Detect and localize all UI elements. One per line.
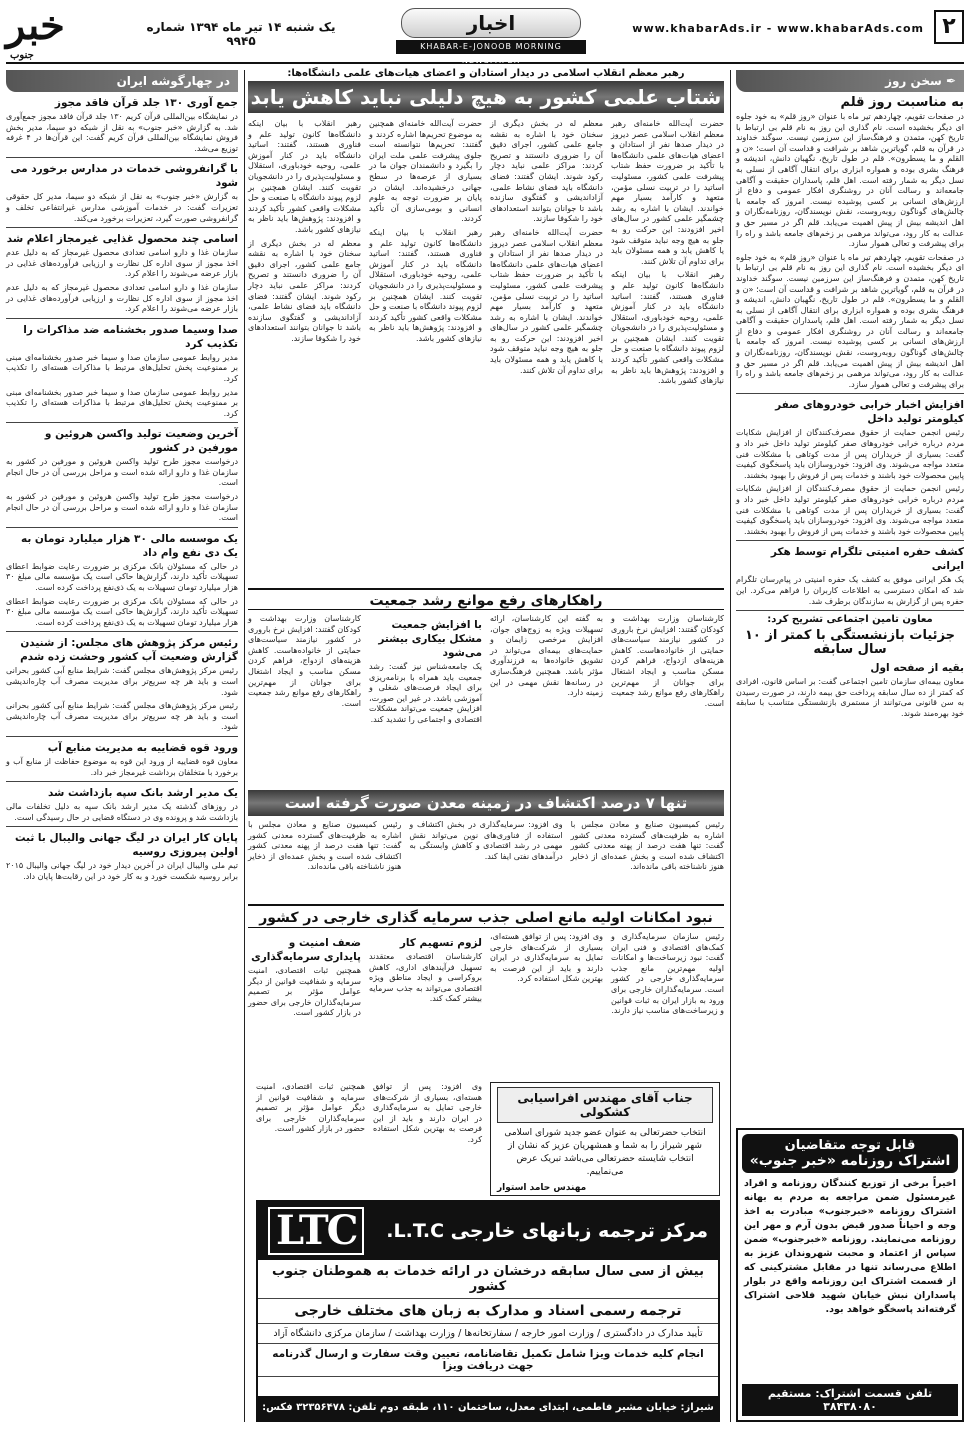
investment-paragraph: وی افزود: پس از توافق هسته‌ای، بسیاری از شرکت‌های خارجی تمایل به سرمایه‌گذاری در ایران دارند و باید از این فرصت به بهترین شکل استفاده کرد.	[373, 1082, 482, 1144]
news-body: در نمایشگاه بین‌المللی قرآن کریم ۱۳۰ جلد قرآن فاقد مجوز جمع‌آوری شد. به گزارش «خبر جنوب» به نقل از شبکه دو سیما، مدیر بخش فروش نمایشگاه بین‌المللی قرآن کریم گفت: این قرآن‌ها در ۴ غرفه توزیع می‌شد.	[6, 112, 238, 153]
left-item-5	[6, 532, 238, 629]
column-rule	[730, 70, 731, 1422]
main-paragraph: رهبر انقلاب با بیان اینکه دانشگاه‌ها کانون تولید علم و فناوری هستند، گفتند: اساتید دانشگاه باید در کنار آموزش علمی، روحیه خودباوری، استقلال و مسئولیت‌پذیری را در دانشجویان تقویت کنند. ایشان همچنین بر لزوم پیوند دانشگاه با صنعت و حل مشکلات واقعی کشور تأکید کردند و افزودند: پژوهش‌ها باید ناظر به نیازهای کشور باشد.	[369, 227, 482, 343]
divider	[6, 318, 238, 319]
population-columns	[248, 614, 724, 729]
population-paragraph: کارشناسان وزارت بهداشت و کودکان گفتند: افزایش نرخ باروری در کشور نیازمند سیاست‌های حمایتی از خانواده‌هاست. کاهش هزینه‌های ازدواج، فراهم کردن مسکن مناسب و ایجاد اشتغال برای جوانان از مهم‌ترین راهکارهای رفع موانع رشد جمعیت است.	[611, 614, 724, 708]
masthead	[6, 4, 964, 64]
news-body-cont: مدیر روابط عمومی سازمان صدا و سیما خبر صدور بخشنامه‌ای مبنی بر ممنوعیت پخش تحلیل‌های مرتبط با مذاکرات هسته‌ای را تکذیب کرد.	[6, 387, 238, 418]
right-column	[736, 70, 964, 1122]
left-item-8	[6, 786, 238, 823]
investment-col-2	[490, 932, 603, 1022]
investment-col-1	[611, 932, 724, 1022]
investment-paragraph: وی افزود: پس از توافق هسته‌ای، بسیاری از شرکت‌های خارجی تمایل به سرمایه‌گذاری در ایران دارند و باید از این فرصت به بهترین شکل استفاده کرد.	[490, 932, 603, 984]
news-body-cont: در حالی که مسئولان بانک مرکزی بر ضرورت رعایت ضوابط اعطای تسهیلات تأکید دارند، گزارش‌ها حاکی است یک مؤسسه مالی مبلغ ۳۰ هزار میلیارد تومان تسهیلات به یک ذی‌نفع پرداخت کرده است.	[6, 596, 238, 627]
article-title: جزئیات بازنشستگی با کمتر از ۱۰ سال سابقه	[744, 628, 956, 658]
sidebar-heading-iran-corners: در چهارگوشه ایران	[6, 70, 238, 92]
ltc-title: مرکز ترجمه زبانهای خارجی L.T.C.	[386, 1220, 708, 1242]
mining-paragraph: وی افزود: سرمایه‌گذاری در بخش اکتشاف و استفاده از فناوری‌های نوین می‌تواند نقش مهمی در رشد اقتصادی و کاهش وابستگی به درآمدهای نفتی ایفا کند.	[409, 820, 563, 861]
investment-headline: نبود امکانات اولیه مانع اصلی جذب سرمایه گذاری خارجی در کشور	[248, 904, 724, 928]
news-title: صدا وسیما صدور بخشنامه ضد مذاکرات را تکذیب کرد	[23, 323, 238, 350]
investment-cont-col-1	[373, 1082, 482, 1149]
population-col-1	[611, 614, 724, 729]
news-body: سازمان غذا و دارو اسامی تعدادی محصول غیرمجاز که به دلیل عدم اخذ مجوز از سوی اداره کل نظارت و ارزیابی فرآورده‌های غذایی در بازار عرضه می‌شوند را اعلام کرد.	[6, 248, 238, 279]
article-body-cont: در صفحات تقویم، چهاردهم تیر ماه با عنوان «روز قلم» به خود جلوه ای دیگر بخشیده است. نام گذاری این روز به نام قلم بی ارتباط با تاریخ کهن، متمدن و فرهنگ‌ساز این سرزمین نیست. سوگند خداوند در قرآن به قلم، گویاترین شاهد بر شرافت و قداست آن است؛ «ن و القلم و ما یسطرون». قلم در طول تاریخ، نگهبان دانش، اندیشه و فرهنگ بشری بوده و همواره ابزاری برای انتقال آگاهی از نسلی به نسل دیگر به شمار رفته است. اهل قلم، پاسداران حقیقت و آگاهی جامعه‌اند و رسالت آنان در روشنگری افکار عمومی و دفاع از ارزش‌های انسانی بر کسی پوشیده نیست. امروز که جامعه با چالش‌های گوناگون روبه‌روست، نقش نویسندگان، روزنامه‌نگاران و اهل اندیشه بیش از پیش اهمیت می‌یابد. قلم اگر در مسیر حق و عدالت به کار رود، می‌تواند مرهمی بر زخم‌های جامعه باشد و راه را برای پیشرفت و تعالی هموار سازد.	[736, 252, 964, 389]
population-col-4	[248, 614, 361, 729]
pen-icon: ✒	[941, 74, 956, 88]
news-body: رئیس مرکز پژوهش‌های مجلس گفت: شرایط منابع آبی کشور بحرانی است و باید هر چه سریع‌تر برای مدیریت مصرف آب چاره‌اندیشی شود.	[6, 666, 238, 697]
subscription-title-line2: اشتراک روزنامه «خبر جنوب»	[749, 1153, 951, 1169]
investment-subhead: لزوم تسهیم کار	[399, 937, 482, 949]
newspaper-subtitle: KHABAR-E-JONOOB MORNING NEWSPAPER	[396, 40, 586, 54]
ltc-visa-service: انجام کلیه خدمات ویزا شامل تکمیل تقاضانامه، تعیین وقت سفارت و ارسال گذرنامه جهت دریافت ویزا	[258, 1344, 718, 1377]
main-paragraph: معظم له در بخش دیگری از سخنان خود با اشاره به نقشه جامع علمی کشور، اجرای دقیق آن را ضروری دانستند و تصریح کردند: مراکز علمی نباید دچار رکود شوند. ایشان گفتند: فضای دانشگاه باید فضای نشاط علمی، آزاداندیشی و گفتگوی سازنده باشد تا جوانان بتوانند استعدادهای خود را شکوفا سازند.	[490, 119, 603, 224]
main-paragraph: حضرت آیت‌الله خامنه‌ای همچنین به موضوع تحریم‌ها اشاره کردند و گفتند: تحریم‌ها نتوانسته است جلوی پیشرفت علمی ملت ایران را بگیرد و دانشمندان جوان ما در بسیاری از عرصه‌ها در سطح جهانی درخشیده‌اند. ایشان در پایان بر ضرورت توجه به علوم انسانی و بومی‌سازی آن تأکید کردند.	[369, 119, 482, 224]
population-story	[248, 588, 724, 788]
continuation-label: بقیه از صفحه اول	[870, 662, 964, 675]
article-body: معاون بیمه‌ای سازمان تامین اجتماعی گفت: بر اساس قانون، افرادی که کمتر از ده سال سابقه پرداخت حق بیمه دارند، در صورت رسیدن به سن قانونی می‌توانند از مستمری بازنشستگی متناسب با سابقه خود بهره‌مند شوند.	[736, 677, 964, 718]
news-body: مدیر روابط عمومی سازمان صدا و سیما خبر صدور بخشنامه‌ای مبنی بر ممنوعیت پخش تحلیل‌های مرتبط با مذاکرات هسته‌ای را تکذیب کرد.	[6, 352, 238, 383]
news-title: یک مدیر ارشد بانک سپه بازداشت شد	[47, 787, 238, 800]
population-headline: راهکارهای رفع موانع رشد جمعیت	[248, 588, 724, 610]
logo-text: خبر	[6, 2, 65, 49]
news-body: درخواست مجوز طرح تولید واکسن هروئین و مورفین در کشور به سازمان غذا و دارو ارائه شده است و مراحل بررسی آن در حال انجام است.	[6, 457, 238, 488]
left-item-2	[6, 232, 238, 315]
article-body: رئیس انجمن حمایت از حقوق مصرف‌کنندگان از افزایش شکایات مردم درباره خرابی خودروهای صفر کیلومتر تولید داخل خبر داد و گفت: بسیاری از خریداران پس از مدت کوتاهی با مشکلات فنی متعدد مواجه می‌شوند. وی افزود: خودروسازان باید پاسخگوی کیفیت پایین محصولات خود باشند و خدمات پس از فروش را بهبود بخشند.	[736, 428, 964, 480]
news-body-cont: درخواست مجوز طرح تولید واکسن هروئین و مورفین در کشور به سازمان غذا و دارو ارائه شده است و مراحل بررسی آن در حال انجام است.	[6, 492, 238, 523]
population-paragraph: به گفته این کارشناسان، ارائه تسهیلات ویژه به زوج‌های جوان، افزایش مرخصی زایمان و حمایت‌های بیمه‌ای می‌تواند در تشویق خانواده‌ها به فرزندآوری مؤثر باشد. همچنین فرهنگ‌سازی در رسانه‌ها نقش مهمی در این زمینه دارد.	[490, 614, 603, 698]
notice-body: انتخاب حضرتعالی به عنوان عضو جدید شورای اسلامی شهر شیراز را به شما و همشهریان عزیز که نشان از انتخاب شایسته حضرتعالی می‌باشد تبریک عرض می‌نماییم.	[504, 1128, 706, 1177]
mining-paragraph: رئیس کمیسیون صنایع و معادن مجلس با اشاره به ظرفیت‌های گسترده معدنی کشور گفت: تنها هفت درصد از پهنه معدنی کشور اکتشاف شده است و بخش عمده‌ای از ذخایر هنوز ناشناخته باقی مانده‌اند.	[570, 820, 724, 872]
divider	[6, 157, 238, 158]
mining-col-2	[409, 820, 562, 876]
article-title: کشف حفره امنیتی تلگرام توسط هکر ایرانی	[770, 546, 964, 573]
main-columns	[248, 119, 724, 390]
mining-story	[248, 790, 724, 900]
left-column	[6, 70, 238, 1422]
left-item-9	[6, 831, 238, 882]
divider	[6, 826, 238, 827]
news-title: اسامی چند محصول غذایی غیرمجاز اعلام شد	[6, 233, 238, 246]
news-title: یک موسسه مالی ۳۰ هزار میلیارد تومان به یک دی نفع وام داد	[20, 532, 238, 559]
investment-columns	[248, 932, 724, 1022]
main-story	[248, 68, 724, 588]
investment-col-4	[248, 932, 361, 1022]
mining-paragraph: رئیس کمیسیون صنایع و معادن مجلس با اشاره به ظرفیت‌های گسترده معدنی کشور گفت: تنها هفت درصد از پهنه معدنی کشور اکتشاف شده است و بخش عمده‌ای از ذخایر هنوز ناشناخته باقی مانده‌اند.	[248, 820, 402, 872]
main-paragraph: رهبر انقلاب با بیان اینکه دانشگاه‌ها کانون تولید علم و فناوری هستند، گفتند: اساتید دانشگاه باید در کنار آموزش علمی، روحیه خودباوری، استقلال و مسئولیت‌پذیری را در دانشجویان تقویت کنند. ایشان همچنین بر لزوم پیوند دانشگاه با صنعت و حل مشکلات واقعی کشور تأکید کردند و افزودند: پژوهش‌ها باید ناظر به نیازهای کشور باشد.	[611, 270, 724, 386]
article-title: به مناسبت روز قلم	[840, 95, 964, 110]
main-paragraph: رهبر انقلاب با بیان اینکه دانشگاه‌ها کانون تولید علم و فناوری هستند، گفتند: اساتید دانشگاه باید در کنار آموزش علمی، روحیه خودباوری، استقلال و مسئولیت‌پذیری را در دانشجویان تقویت کنند. ایشان همچنین بر لزوم پیوند دانشگاه با صنعت و حل مشکلات واقعی کشور تأکید کردند و افزودند: پژوهش‌ها باید ناظر به نیازهای کشور باشد.	[248, 119, 361, 234]
news-body: در روزهای گذشته یک مدیر ارشد بانک سپه به دلیل تخلفات مالی بازداشت شد و پرونده وی در دستگاه قضایی در حال رسیدگی است.	[6, 802, 238, 822]
left-item-4	[6, 427, 238, 524]
left-item-3	[6, 323, 238, 420]
article-body-cont: رئیس انجمن حمایت از حقوق مصرف‌کنندگان از افزایش شکایات مردم درباره خرابی خودروهای صفر کیلومتر تولید داخل خبر داد و گفت: بسیاری از خریداران پس از مدت کوتاهی با مشکلات فنی متعدد مواجه می‌شوند. وی افزود: خودروسازان باید پاسخگوی کیفیت پایین محصولات خود باشند و خدمات پس از فروش را بهبود بخشند.	[736, 484, 964, 536]
issue-date: یک شنبه ۱۴ تیر ماه ۱۳۹۴ شماره ۹۹۴۵	[146, 20, 336, 48]
subscription-phone: تلفن قسمت اشتراک: مستقیم ۳۸۴۳۸۰۸۰	[742, 1384, 958, 1416]
main-col-3	[369, 119, 482, 390]
sidebar-heading-sokhan-rooz: ✒ سخن روز	[736, 70, 964, 92]
page-number: ۲	[934, 10, 964, 44]
subscription-title	[742, 1134, 958, 1173]
investment-subhead: ضعف امنیت و پایداری سرمایه‌گذاری	[251, 937, 361, 963]
ltc-tagline: بیش از سی سال سابقه درخشان در ارائه خدمات به هموطنان جنوب کشور	[258, 1260, 718, 1299]
investment-story	[248, 904, 724, 1080]
notice-heading: جناب آقای مهندس افراسیابی کشکولی	[497, 1087, 713, 1123]
news-title: پایان کار ایران در لیگ جهانی والیبال با ثبت اولین پیروزی روسیه	[14, 832, 238, 859]
investment-cont	[256, 1082, 482, 1196]
investment-paragraph: کارشناسان اقتصادی معتقدند تسهیل فرآیندهای اداری، کاهش بروکراسی و ایجاد مناطق ویژه اقتصادی می‌تواند به جذب سرمایه بیشتر کمک کند.	[369, 952, 482, 1004]
main-paragraph: معظم له در بخش دیگری از سخنان خود با اشاره به نقشه جامع علمی کشور، اجرای دقیق آن را ضروری دانستند و تصریح کردند: مراکز علمی نباید دچار رکود شوند. ایشان گفتند: فضای دانشگاه باید فضای نشاط علمی، آزاداندیشی و گفتگوی سازنده باشد تا جوانان بتوانند استعدادهای خود را شکوفا سازند.	[248, 238, 361, 343]
article-title: افزایش اخبار خرابی خودروهای صفر کیلومتر تولید داخل	[775, 399, 964, 426]
mining-col-3	[248, 820, 401, 876]
left-item-1	[6, 162, 238, 224]
ltc-logo: LTC	[268, 1207, 364, 1255]
divider	[736, 610, 964, 611]
subscription-body: اخیراً برخی از توزیع کنندگان روزنامه و افراد غیرمسئول ضمن مراجعه به مردم به بهانه اشتراک روزنامه «خبرجنوب» مبادرت به اخذ وجه و احیاناً صدور قبض بدون آرم و مهر این روزنامه می‌نمایند. روزنامه «خبرجنوب» ضمن سپاس از اعتماد و محبت شهروندان عزیز به اطلاع می‌رساند تنها در مقابل مشترکینی که از قسمت اشتراک این روزنامه واقع در بلوار پاسداران نبش خیابان شهید فلاحی اشتراک گرفته‌اند پاسخگو خواهد بود.	[744, 1178, 956, 1315]
left-item-0	[6, 96, 238, 154]
article-body: در صفحات تقویم، چهاردهم تیر ماه با عنوان «روز قلم» به خود جلوه ای دیگر بخشیده است. نام گذاری این روز به نام قلم بی ارتباط با تاریخ کهن، متمدن و فرهنگ‌ساز این سرزمین نیست. سوگند خداوند در قرآن به قلم، گویاترین شاهد بر شرافت و قداست آن است؛ «ن و القلم و ما یسطرون». قلم در طول تاریخ، نگهبان دانش، اندیشه و فرهنگ بشری بوده و همواره ابزاری برای انتقال آگاهی از نسلی به نسل دیگر به شمار رفته است. اهل قلم، پاسداران حقیقت و آگاهی جامعه‌اند و رسالت آنان در روشنگری افکار عمومی و دفاع از ارزش‌های انسانی بر کسی پوشیده نیست. امروز که جامعه با چالش‌های گوناگون روبه‌روست، نقش نویسندگان، روزنامه‌نگاران و اهل اندیشه بیش از پیش اهمیت می‌یابد. قلم اگر در مسیر حق و عدالت به کار رود، می‌تواند مرهمی بر زخم‌های جامعه باشد و راه را برای پیشرفت و تعالی هموار سازد.	[736, 112, 964, 249]
article-body: یک هکر ایرانی موفق به کشف یک حفره امنیتی در پیام‌رسان تلگرام شد که امکان دسترسی به اطلاعات کاربران را فراهم می‌کرد. این حفره پس از گزارش به سازندگان برطرف شد.	[736, 575, 964, 606]
divider	[6, 781, 238, 782]
divider	[736, 393, 964, 394]
left-item-7	[6, 741, 238, 778]
subscription-notice	[736, 1128, 964, 1422]
news-title: با گرانفروشی خدمات در مدارس برخورد می شود	[10, 163, 238, 190]
main-headline: شتاب علمی کشور به هیچ دلیلی نباید کاهش یابد	[248, 81, 724, 113]
divider	[736, 540, 964, 541]
news-title: جمع آوری ۱۳۰ جلد قرآن فاقد مجوز	[54, 97, 238, 109]
divider	[6, 631, 238, 632]
investment-col-3	[369, 932, 482, 1022]
divider	[6, 736, 238, 737]
news-title: ورود قوه قضاییه به مدیریت منابع آب	[47, 741, 238, 754]
congratulation-notice	[490, 1082, 720, 1196]
main-col-2	[490, 119, 603, 390]
population-paragraph: یک جامعه‌شناس نیز گفت: رشد جمعیت باید همراه با برنامه‌ریزی برای ایجاد فرصت‌های شغلی و آموزشی باشد. در غیر این صورت، افزایش جمعیت می‌تواند مشکلات اقتصادی و اجتماعی را تشدید کند.	[369, 662, 482, 724]
main-supra: رهبر معظم انقلاب اسلامی در دیدار استادان و اعضای هیات‌های علمی دانشگاه‌ها:	[287, 68, 685, 79]
divider	[6, 227, 238, 228]
news-body-cont: سازمان غذا و دارو اسامی تعدادی محصول غیرمجاز که به دلیل عدم اخذ مجوز از سوی اداره کل نظارت و ارزیابی فرآورده‌های غذایی در بازار عرضه می‌شوند را اعلام کرد.	[6, 282, 238, 314]
ltc-header	[258, 1202, 718, 1260]
main-paragraph: حضرت آیت‌الله خامنه‌ای رهبر معظم انقلاب اسلامی عصر دیروز در دیدار صدها نفر از استادان و اعضای هیات‌های علمی دانشگاه‌ها با تأکید بر ضرورت حفظ شتاب پیشرفت علمی کشور، مسئولیت اساتید را در تربیت نسلی مؤمن، متعهد و کارآمد بسیار مهم خواندند. ایشان با اشاره به رشد چشمگیر علمی کشور در سال‌های اخیر افزودند: این حرکت رو به جلو به هیچ وجه نباید متوقف شود یا کاهش یابد و همه مسئولان باید برای تداوم آن تلاش کنند.	[490, 227, 603, 375]
mining-col-1	[571, 820, 724, 876]
news-body: تیم ملی والیبال ایران در آخرین دیدار خود در لیگ جهانی والیبال ۲۰۱۵ برابر روسیه شکست خورد و به کار خود در این رقابت‌ها پایان داد.	[6, 861, 238, 881]
main-col-1	[611, 119, 724, 390]
news-body-cont: رئیس مرکز پژوهش‌های مجلس گفت: شرایط منابع آبی کشور بحرانی است و باید هر چه سریع‌تر برای مدیریت مصرف آب چاره‌اندیشی شود.	[6, 701, 238, 732]
population-subhead: با افزایش جمعیت مشکل بیکاری بیشتر می‌شود	[378, 619, 482, 659]
population-col-2	[490, 614, 603, 729]
ltc-contact-footer: شیراز: خیابان مشیر فاطمی، ابتدای معدل، ساختمان ۱۱۰، طبقه دوم تلفن: ۳۲۳۵۶۴۷۸ فکس: ۳۲۳۵۹۱۹۷	[258, 1396, 718, 1420]
divider	[6, 422, 238, 423]
column-rule	[244, 70, 245, 1422]
main-paragraph: حضرت آیت‌الله خامنه‌ای رهبر معظم انقلاب اسلامی عصر دیروز در دیدار صدها نفر از استادان و اعضای هیات‌های علمی دانشگاه‌ها با تأکید بر ضرورت حفظ شتاب پیشرفت علمی کشور، مسئولیت اساتید را در تربیت نسلی مؤمن، متعهد و کارآمد بسیار مهم خواندند. ایشان با اشاره به رشد چشمگیر علمی کشور در سال‌های اخیر افزودند: این حرکت رو به جلو به هیچ وجه نباید متوقف شود یا کاهش یابد و همه مسئولان باید برای تداوم آن تلاش کنند.	[611, 119, 724, 266]
news-body: به گزارش «خبر جنوب» به نقل از شبکه دو سیما، مدیر کل حقوقی تعزیرات گفت: در خدمات آموزشی مدارس غیرانتفاعی تخلف و گرانفروشی صورت گیرد، تعزیرات برخورد می‌کند.	[6, 192, 238, 223]
population-col-3	[369, 614, 482, 729]
news-title: آخرین وضعیت تولید واکسن هروئین و مورفین در کشور	[44, 428, 238, 455]
subscription-title-line1: قابل توجه متقاضیان	[784, 1138, 916, 1153]
ltc-advertisement	[256, 1200, 720, 1437]
news-title: رئیس مرکز پژوهش های مجلس: از شنیدن گزارش وضعیت آب کشور وحشت زده شدم	[20, 637, 238, 664]
population-paragraph: کارشناسان وزارت بهداشت و کودکان گفتند: افزایش نرخ باروری در کشور نیازمند سیاست‌های حمایتی از خانواده‌هاست. کاهش هزینه‌های ازدواج، فراهم کردن مسکن مناسب و ایجاد اشتغال برای جوانان از مهم‌ترین راهکارهای رفع موانع رشد جمعیت است.	[248, 614, 361, 708]
notice-signature: مهندس حامد استوار	[497, 1183, 587, 1193]
section-title: اخبار	[401, 8, 581, 38]
article-supra: معاون تامین اجتماعی تشریح کرد:	[767, 614, 933, 626]
news-body: در حالی که مسئولان بانک مرکزی بر ضرورت رعایت ضوابط اعطای تسهیلات تأکید دارند، گزارش‌ها حاکی است یک مؤسسه مالی مبلغ ۳۰ هزار میلیارد تومان تسهیلات به یک ذی‌نفع پرداخت کرده است.	[6, 561, 238, 593]
investment-paragraph: رئیس سازمان سرمایه‌گذاری و کمک‌های اقتصادی و فنی ایران گفت: نبود زیرساخت‌ها و امکانات اولیه مهم‌ترین مانع جذب سرمایه‌گذاری خارجی در کشور است. سرمایه‌گذاران خارجی برای ورود به بازار ایران به ثبات قوانین و زیرساخت‌های مناسب نیاز دارند.	[611, 932, 724, 1016]
investment-cont-columns	[256, 1082, 482, 1149]
news-body: معاون قوه قضاییه از ورود این قوه به موضوع حفاظت از منابع آب و برخورد با متخلفان برداشت غیرمجاز خبر داد.	[6, 756, 238, 777]
website-url[interactable]: www.khabarAds.ir - www.khabarAds.com	[632, 22, 924, 35]
divider	[6, 527, 238, 528]
main-col-4	[248, 119, 361, 390]
logo-subtext: جنوب	[10, 50, 34, 61]
left-item-6	[6, 636, 238, 733]
ltc-certification: تأیید مدارک در دادگستری / وزارت امور خارجه / سفارتخانه‌ها / وزارت بهداشت / سازمان مرکزی دانشگاه آزاد	[258, 1324, 718, 1344]
newspaper-logo	[6, 2, 136, 61]
investment-paragraph: همچنین ثبات اقتصادی، امنیت سرمایه و شفافیت قوانین از دیگر عوامل مؤثر بر تصمیم سرمایه‌گذاران خارجی برای حضور در بازار کشور است.	[256, 1082, 365, 1134]
mining-columns	[248, 820, 724, 876]
investment-cont-col-2	[256, 1082, 365, 1149]
mining-headline: تنها ۷ درصد اکتشاف در زمینه معدن صورت گرفته است	[248, 790, 724, 816]
ltc-service: ترجمه رسمی اسناد و مدارک به زبان های مختلف خارجی	[258, 1299, 718, 1324]
investment-paragraph: همچنین ثبات اقتصادی، امنیت سرمایه و شفافیت قوانین از دیگر عوامل مؤثر بر تصمیم سرمایه‌گذاران خارجی برای حضور در بازار کشور است.	[248, 966, 361, 1018]
